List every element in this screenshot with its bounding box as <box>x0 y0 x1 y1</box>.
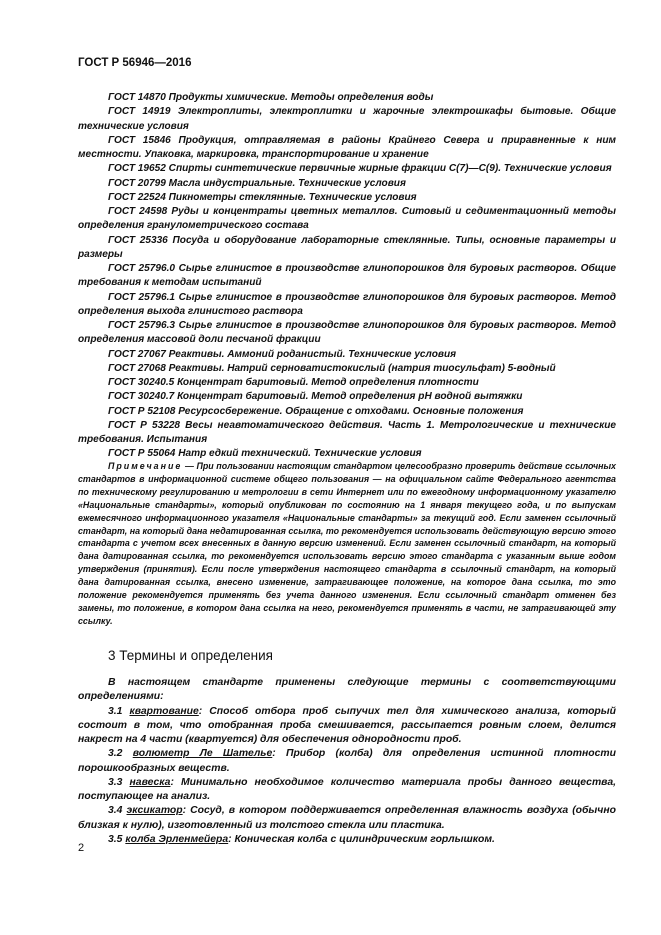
reference-item: ГОСТ 20799 Масла индустриальные. Технические условия <box>108 177 406 189</box>
section-title: 3 Термины и определения <box>108 648 273 663</box>
reference-item: ГОСТ 30240.7 Концентрат баритовый. Метод определения pH водной вытяжки <box>108 391 523 403</box>
note-paragraph <box>78 460 616 628</box>
term-name: эксикатор <box>126 805 183 817</box>
reference-item: ГОСТ 14870 Продукты химические. Методы определения воды <box>108 92 434 103</box>
reference-item: ГОСТ 22524 Пикнометры стеклянные. Технические условия <box>108 191 417 203</box>
reference-item: ГОСТ Р 55064 Натр едкий технический. Технические условия <box>108 448 422 460</box>
term-name: волюметр Ле Шателье <box>132 748 273 760</box>
term-definition: : Сосуд, в котором поддерживается определенная влажность воздуха (обычно близкая к нулю), изготовленный из толстого стекла или пластика. <box>78 805 616 831</box>
reference-item: ГОСТ 25796.3 Сырье глинистое в производстве глинопорошков для буровых растворов. Метод определения массовой доли песчаной фракции <box>78 320 616 346</box>
term-name: навеска <box>129 776 171 788</box>
reference-item: ГОСТ 25796.0 Сырье глинистое в производстве глинопорошков для буровых растворов. Общие требования к методам испытаний <box>78 263 616 289</box>
note-text: — При пользовании настоящим стандартом целесообразно проверить действие ссылочных стандартов в информационной системе общего пользования — на официальном сайте Федерального агентства по техническому регулированию и метрологии в сети Интернет или по ежегодному информационному указателю «Национальные стандарты», который опубликован по состоянию на 1 января текущего года, и по выпускам ежемесячного информационного указателя «Национальные стандарты» за текущий год. Если заменен ссылочный стандарт, на который дана недатированная ссылка, то рекомендуется использовать действующую версию этого стандарта с учетом всех внесенных в данную версию изменений. Если заменен ссылочный стандарт, на который дана датированная ссылка, то рекомендуется использовать версию этого стандарта с указанным выше годом утверждения (принятия). Если после утверждения настоящего стандарта в ссылочный стандарт, на который дана датированная ссылка, внесено изменение, затрагивающее положение, на которое дана ссылка, то это положение рекомендуется применять без учета данного изменения. Если ссылочный стандарт отменен без замены, то положение, в котором дана ссылка на него, рекомендуется применять в части, не затрагивающей эту ссылку. <box>78 461 616 626</box>
term-number: 3.4 <box>108 805 127 817</box>
document-header: ГОСТ Р 56946—2016 <box>78 57 192 69</box>
term-definition: : Способ отбора проб сыпучих тел для химического анализа, который состоит в том, что отобранная проба смешивается, рассыпается ровным слоем, делится накрест на 4 части (квартуется) для обеспечения однородности проб. <box>78 705 616 745</box>
term-number: 3.1 <box>108 705 130 717</box>
reference-item: ГОСТ 30240.5 Концентрат баритовый. Метод определения плотности <box>108 377 479 388</box>
reference-item: ГОСТ 27067 Реактивы. Аммоний роданистый. Технические условия <box>108 348 457 360</box>
term-definition: : Прибор (колба) для определения истинной плотности порошкообразных веществ. <box>78 748 616 774</box>
reference-item: ГОСТ 15846 Продукция, отправляемая в районы Крайнего Севера и приравненные к ним местности. Упаковка, маркировка, транспортирование и хранение <box>78 134 616 160</box>
reference-item: ГОСТ 25336 Посуда и оборудование лабораторные стеклянные. Типы, основные параметры и размеры <box>78 234 616 260</box>
term-entry <box>78 747 616 776</box>
term-name: квартование <box>129 705 199 717</box>
term-entry <box>78 833 616 847</box>
terms-list <box>78 676 616 847</box>
term-entry <box>78 776 616 805</box>
term-number: 3.3 <box>108 776 130 788</box>
note-block <box>78 460 616 628</box>
term-entry <box>78 705 616 748</box>
reference-item: ГОСТ 14919 Электроплиты, электроплитки и жарочные электрошкафы бытовые. Общие технические условия <box>78 106 616 132</box>
page-number: 2 <box>78 842 85 854</box>
note-label: Примечание <box>108 461 183 471</box>
terms-intro: В настоящем стандарте применены следующие термины с соответствующими определениями: <box>78 677 616 703</box>
term-name: колба Эрленмейера <box>125 833 229 845</box>
reference-item: ГОСТ Р 52108 Ресурсосбережение. Обращение с отходами. Основные положения <box>108 405 524 417</box>
normative-references-list <box>78 91 616 462</box>
term-definition: : Минимально необходимое количество материала пробы данного вещества, поступающее на анализ. <box>78 776 616 802</box>
reference-item: ГОСТ Р 53228 Весы неавтоматического действия. Часть 1. Метрологические и технические требования. Испытания <box>78 419 616 445</box>
reference-item: ГОСТ 19652 Спирты синтетические первичные жирные фракции С(7)—С(9). Технические условия <box>108 163 612 175</box>
term-definition: : Коническая колба с цилиндрическим горлышком. <box>228 833 495 845</box>
reference-item: ГОСТ 24598 Руды и концентраты цветных металлов. Ситовый и седиментационный методы определения гранулометрического состава <box>78 206 616 232</box>
term-entry <box>78 804 616 833</box>
term-number: 3.5 <box>108 833 126 845</box>
term-number: 3.2 <box>108 748 133 760</box>
reference-item: ГОСТ 27068 Реактивы. Натрий серноватистокислый (натрия тиосульфат) 5-водный <box>108 362 556 374</box>
reference-item: ГОСТ 25796.1 Сырье глинистое в производстве глинопорошков для буровых растворов. Метод определения выхода глинистого раствора <box>78 291 616 317</box>
